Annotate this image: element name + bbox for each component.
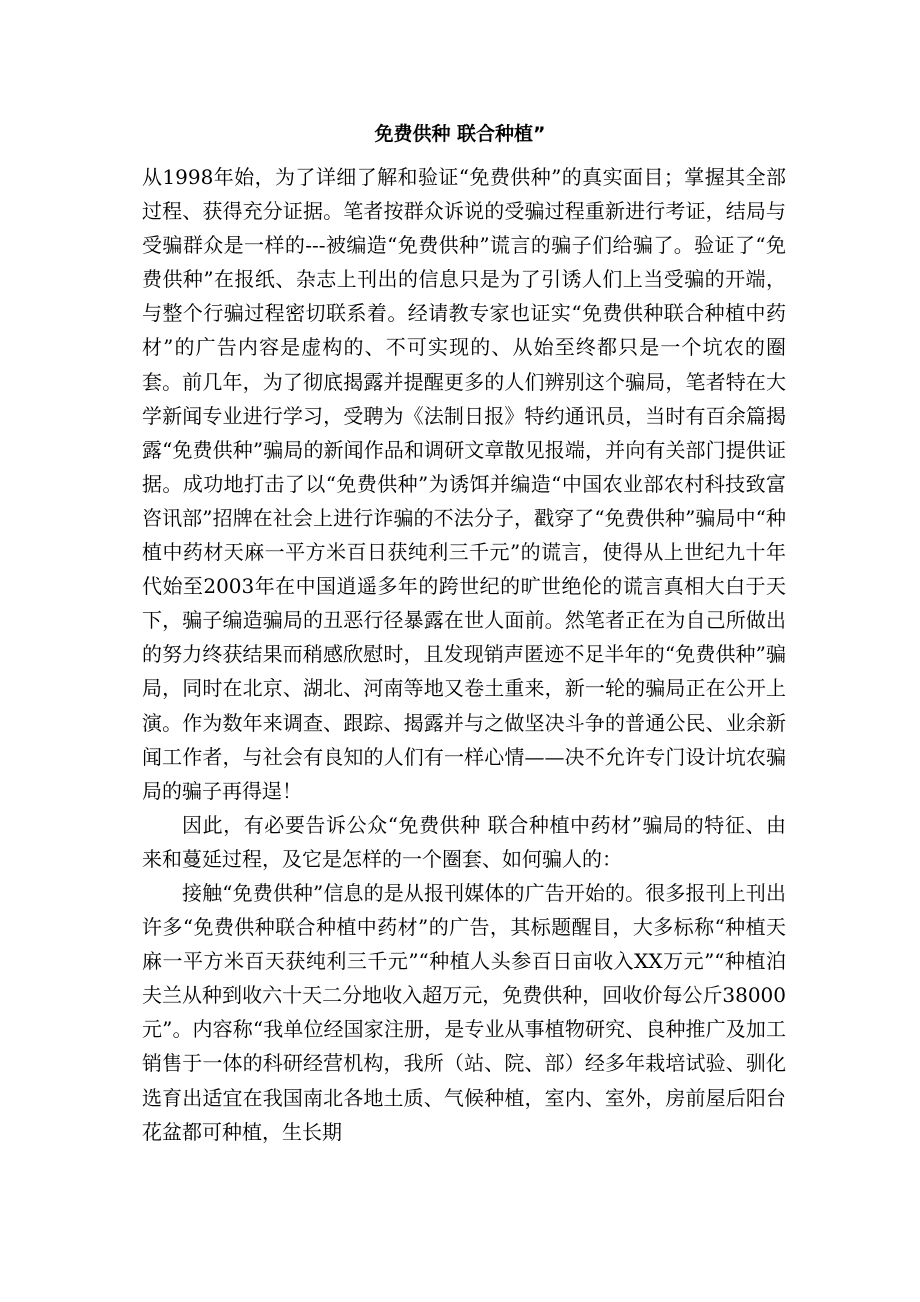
paragraph-1: 从1998年始，为了详细了解和验证“免费供种”的真实面目；掌握其全部过程、获得充分证据。笔者按群众诉说的受骗过程重新进行考证，结局与受骗群众是一样的---被编造“免费供种”谎言的骗子们给骗了。验证了“免费供种”在报纸、杂志上刊出的信息只是为了引诱人们上当受骗的开端，与整个行骗过程密切联系着。经请教专家也证实“免费供种联合种植中药材”的广告内容是虚构的、不可实现的、从始至终都只是一个坑农的圈套。前几年，为了彻底揭露并提醒更多的人们辨别这个骗局，笔者特在大学新闻专业进行学习，受聘为《法制日报》特约通讯员，当时有百余篇揭露“免费供种”骗局的新闻作品和调研文章散见报端，并向有关部门提供证据。成功地打击了以“免费供种”为诱饵并编造“中国农业部农村科技致富咨讯部”招牌在社会上进行诈骗的不法分子，戳穿了“免费供种”骗局中“种植中药材天麻一平方米百日获纯利三千元”的谎言，使得从上世纪九十年代始至2003年在中国逍遥多年的跨世纪的旷世绝伦的谎言真相大白于天下，骗子编造骗局的丑恶行径暴露在世人面前。然笔者正在为自己所做出的努力终获结果而稍感欣慰时，且发现销声匿迹不足半年的“免费供种”骗局，同时在北京、湖北、河南等地又卷土重来，新一轮的骗局正在公开上演。作为数年来调查、跟踪、揭露并与之做坚决斗争的普通公民、业余新闻工作者，与社会有良知的人们有一样心情——决不允许专门设计坑农骗局的骗子再得逞！	[142, 165, 786, 803]
paragraph-2: 因此，有必要告诉公众“免费供种 联合种植中药材”骗局的特征、由来和蔓延过程，及它是怎样的一个圈套、如何骗人的：	[142, 812, 786, 871]
document-body	[142, 160, 786, 1149]
paragraph-3: 接触“免费供种”信息的是从报刊媒体的广告开始的。很多报刊上刊出许多“免费供种联合种植中药材”的广告，其标题醒目，大多标称“种植天麻一平方米百天获纯利三千元”“种植人头参百日亩收入XX万元”“种植泊夫兰从种到收六十天二分地收入超万元，免费供种，回收价每公斤38000元”。内容称“我单位经国家注册，是专业从事植物研究、良种推广及加工销售于一体的科研经营机构，我所（站、院、部）经多年栽培试验、驯化选育出适宜在我国南北各地土质、气候种植，室内、室外，房前屋后阳台花盆都可种植，生长期	[142, 880, 786, 1144]
document-title: 免费供种 联合种植”	[374, 123, 546, 145]
